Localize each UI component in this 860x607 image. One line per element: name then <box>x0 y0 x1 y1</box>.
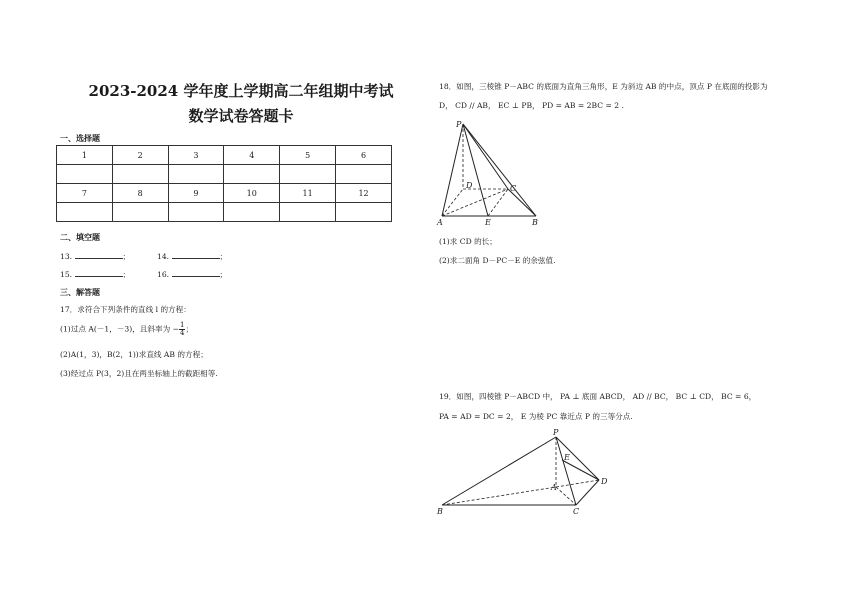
vertex-label-a: A <box>437 218 443 227</box>
answer-cell[interactable] <box>112 165 168 184</box>
answer-cell[interactable] <box>224 203 280 222</box>
answer-cell[interactable] <box>336 203 392 222</box>
fill-item-number: 15. <box>60 270 73 279</box>
table-row <box>57 203 392 222</box>
q17-part2: (2)A(1，3)，B(2，1))求直线 AB 的方程； <box>60 350 208 359</box>
section-fill-heading: 二、填空题 <box>60 233 100 242</box>
table-row <box>57 146 392 165</box>
choice-answer-table <box>56 145 392 222</box>
q18-stem-line2: D， CD // AB， EC ⊥ PB， PD = AB = 2BC = 2 . <box>439 101 624 110</box>
fill-blank[interactable] <box>172 250 220 259</box>
vertex-label-d: D <box>466 181 473 190</box>
answer-cell[interactable] <box>168 165 224 184</box>
fill-item-number: 14. <box>157 252 170 261</box>
answer-cell[interactable] <box>224 165 280 184</box>
answer-cell[interactable] <box>280 165 336 184</box>
q17-part1 <box>60 322 193 337</box>
fill-item-15 <box>60 268 130 279</box>
section-choice-heading: 一、选择题 <box>60 134 100 143</box>
table-row <box>57 165 392 184</box>
q19-stem-line1: 19．如图，四棱锥 P－ABCD 中， PA ⊥ 底面 ABCD， AD // BC， BC ⊥ CD， BC = 6， <box>439 392 757 401</box>
question-number-cell: 9 <box>168 184 224 203</box>
segment-ad <box>556 480 599 487</box>
fill-item-sep: ； <box>122 270 131 279</box>
fill-item-16 <box>157 268 227 279</box>
answer-sheet-title: 数学试卷答题卡 <box>188 107 294 125</box>
edge-cb <box>508 189 536 216</box>
fill-item-number: 16. <box>157 270 170 279</box>
fraction-numerator: 1 <box>179 321 185 329</box>
question-number-cell: 7 <box>57 184 113 203</box>
q17-stem: 17．求符合下列条件的直线 l 的方程： <box>60 305 191 314</box>
q18-part1: (1)求 CD 的长； <box>439 237 497 246</box>
fill-item-sep: ； <box>219 252 228 261</box>
fill-item-sep: ； <box>122 252 131 261</box>
q17-part3: (3)经过点 P(3，2)且在两坐标轴上的截距相等. <box>60 369 218 378</box>
vertex-label-e: E <box>485 218 491 227</box>
answer-cell[interactable] <box>168 203 224 222</box>
fill-blank[interactable] <box>75 268 123 277</box>
q17-part1-text: (1)过点 A(－1，－3)，且斜率为 <box>60 324 171 334</box>
fill-item-13 <box>60 250 130 261</box>
fill-item-number: 13. <box>60 252 73 261</box>
fraction-denominator: 4 <box>179 329 185 337</box>
vertex-label-c: C <box>510 184 517 193</box>
answer-cell[interactable] <box>336 165 392 184</box>
vertex-label-p: P <box>456 120 462 129</box>
answer-cell[interactable] <box>57 203 113 222</box>
table-row <box>57 184 392 203</box>
question-number-cell: 3 <box>168 146 224 165</box>
question-number-cell: 12 <box>336 184 392 203</box>
q19-stem-line2: PA = AD = DC = 2， E 为棱 PC 靠近点 P 的三等分点. <box>439 412 633 421</box>
vertex-label-e: E <box>564 453 570 462</box>
fill-blank[interactable] <box>75 250 123 259</box>
edge-pb <box>442 437 556 505</box>
question-number-cell: 8 <box>112 184 168 203</box>
question-number-cell: 5 <box>280 146 336 165</box>
q17-part1-end: ； <box>185 324 194 334</box>
question-number-cell: 6 <box>336 146 392 165</box>
vertex-label-b: B <box>532 218 538 227</box>
q18-pyramid-figure <box>436 118 546 228</box>
edge-cd <box>576 480 599 505</box>
edge-pb <box>463 124 536 216</box>
question-number-cell: 11 <box>280 184 336 203</box>
vertex-label-d: D <box>601 477 608 486</box>
section-solve-heading: 三、解答题 <box>60 288 100 297</box>
question-number-cell: 1 <box>57 146 113 165</box>
vertex-label-a: A <box>551 483 557 492</box>
fill-item-14 <box>157 250 227 261</box>
segment-ba <box>442 487 556 505</box>
answer-cell[interactable] <box>57 165 113 184</box>
answer-cell[interactable] <box>280 203 336 222</box>
answer-cell[interactable] <box>112 203 168 222</box>
exam-title: 2023-2024 学年度上学期高二年组期中考试 <box>88 82 394 100</box>
vertex-label-p: P <box>553 428 559 437</box>
q18-part2: (2)求二面角 D－PC－E 的余弦值. <box>439 256 556 265</box>
vertex-label-c: C <box>573 507 580 516</box>
question-number-cell: 10 <box>224 184 280 203</box>
minus-sign: − <box>172 324 179 334</box>
fill-blank[interactable] <box>172 268 220 277</box>
fill-item-sep: ； <box>219 270 228 279</box>
edge-pc <box>463 124 508 189</box>
q18-stem-line1: 18．如图，三棱锥 P－ABC 的底面为直角三角形，E 为斜边 AB 的中点，顶点 P 在底面的投影为 <box>439 82 768 91</box>
q19-pyramid-figure <box>436 428 616 518</box>
question-number-cell: 4 <box>224 146 280 165</box>
vertex-label-b: B <box>437 507 443 516</box>
question-number-cell: 2 <box>112 146 168 165</box>
